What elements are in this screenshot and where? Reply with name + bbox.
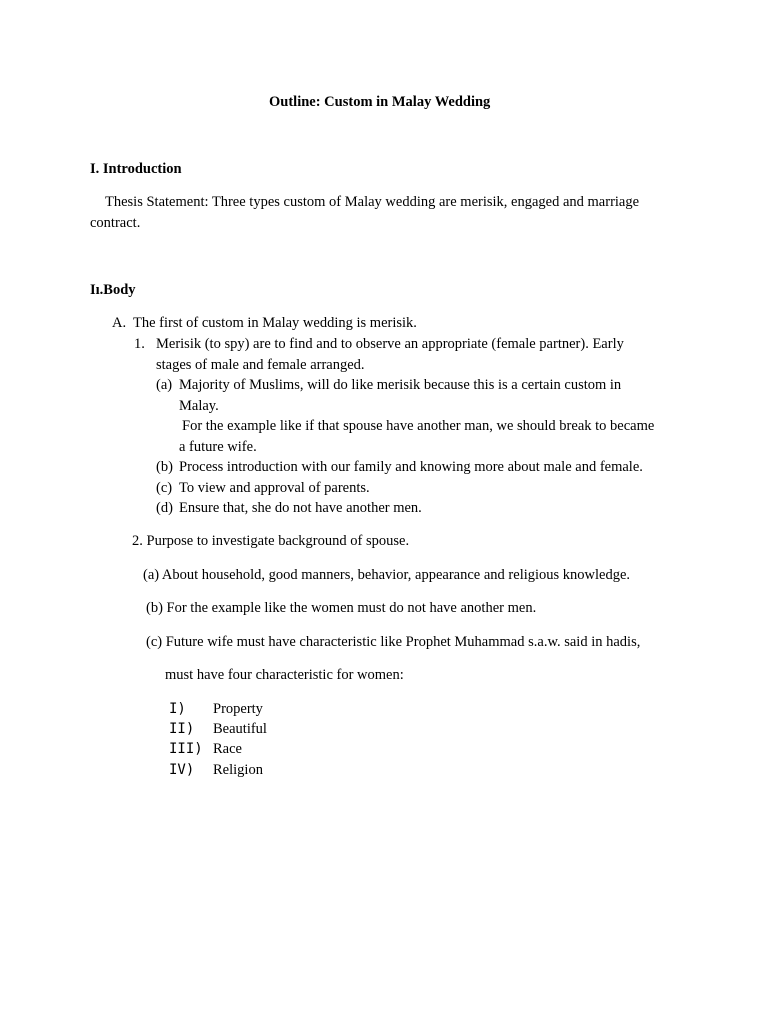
sub-c-text: To view and approval of parents. [179, 480, 370, 496]
characteristic-numeral: I) [169, 701, 186, 717]
point-1-marker: 1. [134, 336, 145, 352]
sub-a-line2: Malay. [179, 398, 219, 414]
sub-b-marker: (b) [156, 459, 173, 475]
characteristic-label: Race [213, 741, 242, 757]
sub-d-marker: (d) [156, 500, 173, 516]
point-1-line2: stages of male and female arranged. [156, 357, 365, 373]
point-a-marker: A. [112, 315, 127, 331]
characteristic-label: Religion [213, 762, 263, 778]
introduction-heading: I. Introduction [90, 161, 182, 177]
sub-c-marker: (c) [156, 480, 173, 496]
sub-a-line1: Majority of Muslims, will do like merisik because this is a certain custom in [179, 377, 622, 393]
document-title: Outline: Custom in Malay Wedding [269, 94, 491, 110]
sub-a-marker: (a) [156, 377, 173, 393]
characteristic-label: Property [213, 701, 263, 717]
body-heading: Iı.Body [90, 282, 136, 298]
sub-b-text: Process introduction with our family and knowing more about male and female. [179, 459, 643, 475]
sub-a-line3: For the example like if that spouse have another man, we should break to became [182, 418, 655, 434]
point-2-text: 2. Purpose to investigate background of spouse. [132, 533, 410, 549]
thesis-statement-line2: contract. [90, 215, 141, 231]
characteristic-label: Beautiful [213, 721, 267, 737]
sub-d-text: Ensure that, she do not have another men. [179, 500, 422, 516]
characteristic-numeral: II) [169, 721, 195, 737]
point-2b-text: (b) For the example like the women must do not have another men. [146, 600, 537, 616]
point-2a-text: (a) About household, good manners, behavior, appearance and religious knowledge. [143, 567, 631, 583]
characteristic-numeral: IV) [169, 762, 195, 778]
point-1-line1: Merisik (to spy) are to find and to observe an appropriate (female partner). Early [156, 336, 624, 352]
characteristic-numeral: III) [169, 741, 203, 757]
sub-a-line4: a future wife. [179, 439, 257, 455]
point-a-text: The first of custom in Malay wedding is merisik. [133, 315, 417, 331]
point-2c-line2: must have four characteristic for women: [165, 667, 404, 683]
point-2c-line1: (c) Future wife must have characteristic like Prophet Muhammad s.a.w. said in hadis, [146, 634, 641, 650]
thesis-statement-line1: Thesis Statement: Three types custom of Malay wedding are merisik, engaged and marriage [105, 194, 640, 210]
